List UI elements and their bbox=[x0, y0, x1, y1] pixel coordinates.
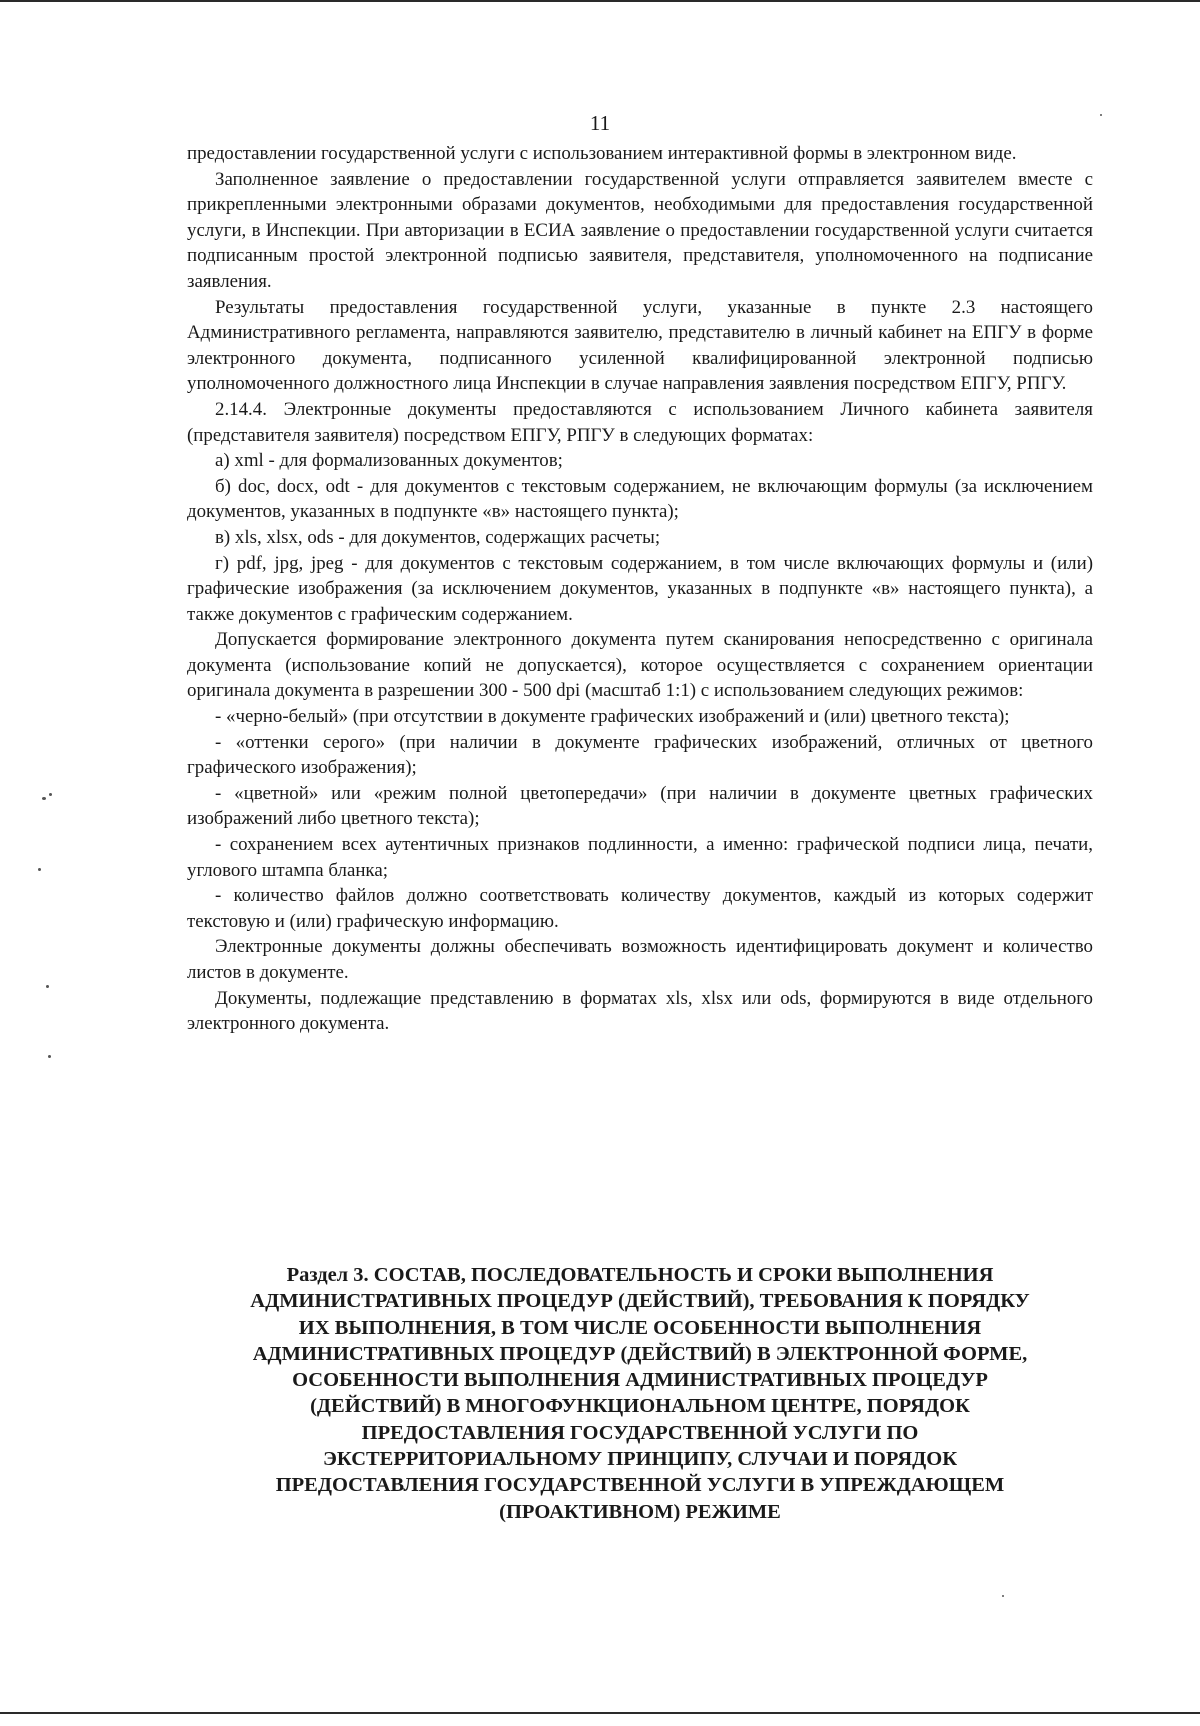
scan-speck bbox=[1100, 114, 1102, 116]
section-heading bbox=[187, 1262, 1093, 1525]
scan-speck bbox=[48, 1055, 51, 1058]
scan-edge-top bbox=[0, 0, 1200, 2]
list-item: - сохранением всех аутентичных признаков подлинности, а именно: графической подписи лица, печати, углового штампа бланка; bbox=[187, 834, 1093, 881]
scan-edge-bottom bbox=[0, 1712, 1200, 1714]
scan-speck bbox=[42, 797, 46, 800]
scan-speck bbox=[1002, 1595, 1004, 1597]
paragraph: Результаты предоставления государственной услуги, указанные в пункте 2.3 настоящего Административного регламента, направляются заявителю, представителю в личный кабинет на ЕПГУ в форме электронного документа, подписанного усиленной квалифицированной электронной подписью уполномоченного должностного лица Инспекции в случае направления заявления посредством ЕПГУ, РПГУ. bbox=[187, 296, 1093, 395]
list-item: - «цветной» или «режим полной цветопередачи» (при наличии в документе цветных графических изображений либо цветного текста); bbox=[187, 782, 1093, 830]
list-item: - «черно-белый» (при отсутствии в документе графических изображений и (или) цветного текста); bbox=[215, 706, 1010, 728]
paragraph: Документы, подлежащие представлению в форматах xls, xlsx или ods, формируются в виде отдельного электронного документа. bbox=[187, 987, 1093, 1035]
scan-speck bbox=[38, 868, 41, 871]
list-item: а) xml - для формализованных документов; bbox=[215, 450, 563, 472]
document-body bbox=[187, 141, 1093, 1037]
section-heading-line: Раздел 3. СОСТАВ, ПОСЛЕДОВАТЕЛЬНОСТЬ И СРОКИ ВЫПОЛНЕНИЯ bbox=[286, 1264, 994, 1286]
scan-speck bbox=[46, 985, 49, 988]
paragraph: предоставлении государственной услуги с использованием интерактивной формы в электронном виде. bbox=[187, 143, 1017, 164]
paragraph: 2.14.4. Электронные документы предоставляются с использованием Личного кабинета заявителя (представителя заявителя) посредством ЕПГУ, РПГУ в следующих форматах: bbox=[187, 398, 1093, 446]
section-heading-line: АДМИНИСТРАТИВНЫХ ПРОЦЕДУР (ДЕЙСТВИЙ), ТРЕБОВАНИЯ К ПОРЯДКУ bbox=[250, 1290, 1030, 1313]
list-item: в) xls, xlsx, ods - для документов, содержащих расчеты; bbox=[215, 526, 661, 548]
section-heading-line: АДМИНИСТРАТИВНЫХ ПРОЦЕДУР (ДЕЙСТВИЙ) В ЭЛЕКТРОННОЙ ФОРМЕ, bbox=[252, 1342, 1028, 1365]
section-heading-line: ПРЕДОСТАВЛЕНИЯ ГОСУДАРСТВЕННОЙ УСЛУГИ В УПРЕЖДАЮЩЕМ bbox=[275, 1474, 1005, 1497]
list-item: б) doc, docx, odt - для документов с текстовым содержанием, не включающим формулы (за исключением документов, указанных в подпункте «в» настоящего пункта); bbox=[187, 475, 1093, 523]
section-heading-line: ПРЕДОСТАВЛЕНИЯ ГОСУДАРСТВЕННОЙ УСЛУГИ ПО bbox=[361, 1421, 919, 1444]
section-heading-line: ЭКСТЕРРИТОРИАЛЬНОМУ ПРИНЦИПУ, СЛУЧАИ И ПОРЯДОК bbox=[322, 1448, 958, 1471]
list-item: г) pdf, jpg, jpeg - для документов с текстовым содержанием, в том числе включающих формулы и (или) графические изображения (за исключением документов, указанных в подпункте «в» настоящего пункта), а также документов с графическим содержанием. bbox=[187, 552, 1093, 625]
list-item: - «оттенки серого» (при наличии в документе графических изображений, отличных от цветного графического изображения); bbox=[187, 731, 1093, 779]
scan-speck bbox=[49, 793, 52, 796]
section-heading-line: ИХ ВЫПОЛНЕНИЯ, В ТОМ ЧИСЛЕ ОСОБЕННОСТИ ВЫПОЛНЕНИЯ bbox=[298, 1316, 982, 1339]
section-heading-line: ОСОБЕННОСТИ ВЫПОЛНЕНИЯ АДМИНИСТРАТИВНЫХ ПРОЦЕДУР bbox=[292, 1369, 988, 1392]
list-item: - количество файлов должно соответствовать количеству документов, каждый из которых содержит текстовую и (или) графическую информацию. bbox=[187, 885, 1093, 932]
page-number: 11 bbox=[589, 111, 611, 135]
section-heading-line: (ПРОАКТИВНОМ) РЕЖИМЕ bbox=[499, 1500, 781, 1523]
paragraph: Допускается формирование электронного документа путем сканирования непосредственно с оригинала документа (использование копий не допускается), которое осуществляется с сохранением ориентации оригинала документа в разрешении 300 - 500 dpi (масштаб 1:1) с использованием следующих режимов: bbox=[187, 629, 1093, 702]
paragraph: Заполненное заявление о предоставлении государственной услуги отправляется заявителем вместе с прикрепленными электронными образами документов, необходимыми для предоставления государственной услуги, в Инспекции. При авторизации в ЕСИА заявление о предоставлении государственной услуги считается подписанным простой электронной подписью заявителя, представителя, уполномоченного на подписание заявления. bbox=[187, 168, 1093, 292]
section-heading-line: (ДЕЙСТВИЙ) В МНОГОФУНКЦИОНАЛЬНОМ ЦЕНТРЕ, ПОРЯДОК bbox=[310, 1395, 970, 1418]
paragraph: Электронные документы должны обеспечивать возможность идентифицировать документ и количество листов в документе. bbox=[187, 936, 1093, 983]
